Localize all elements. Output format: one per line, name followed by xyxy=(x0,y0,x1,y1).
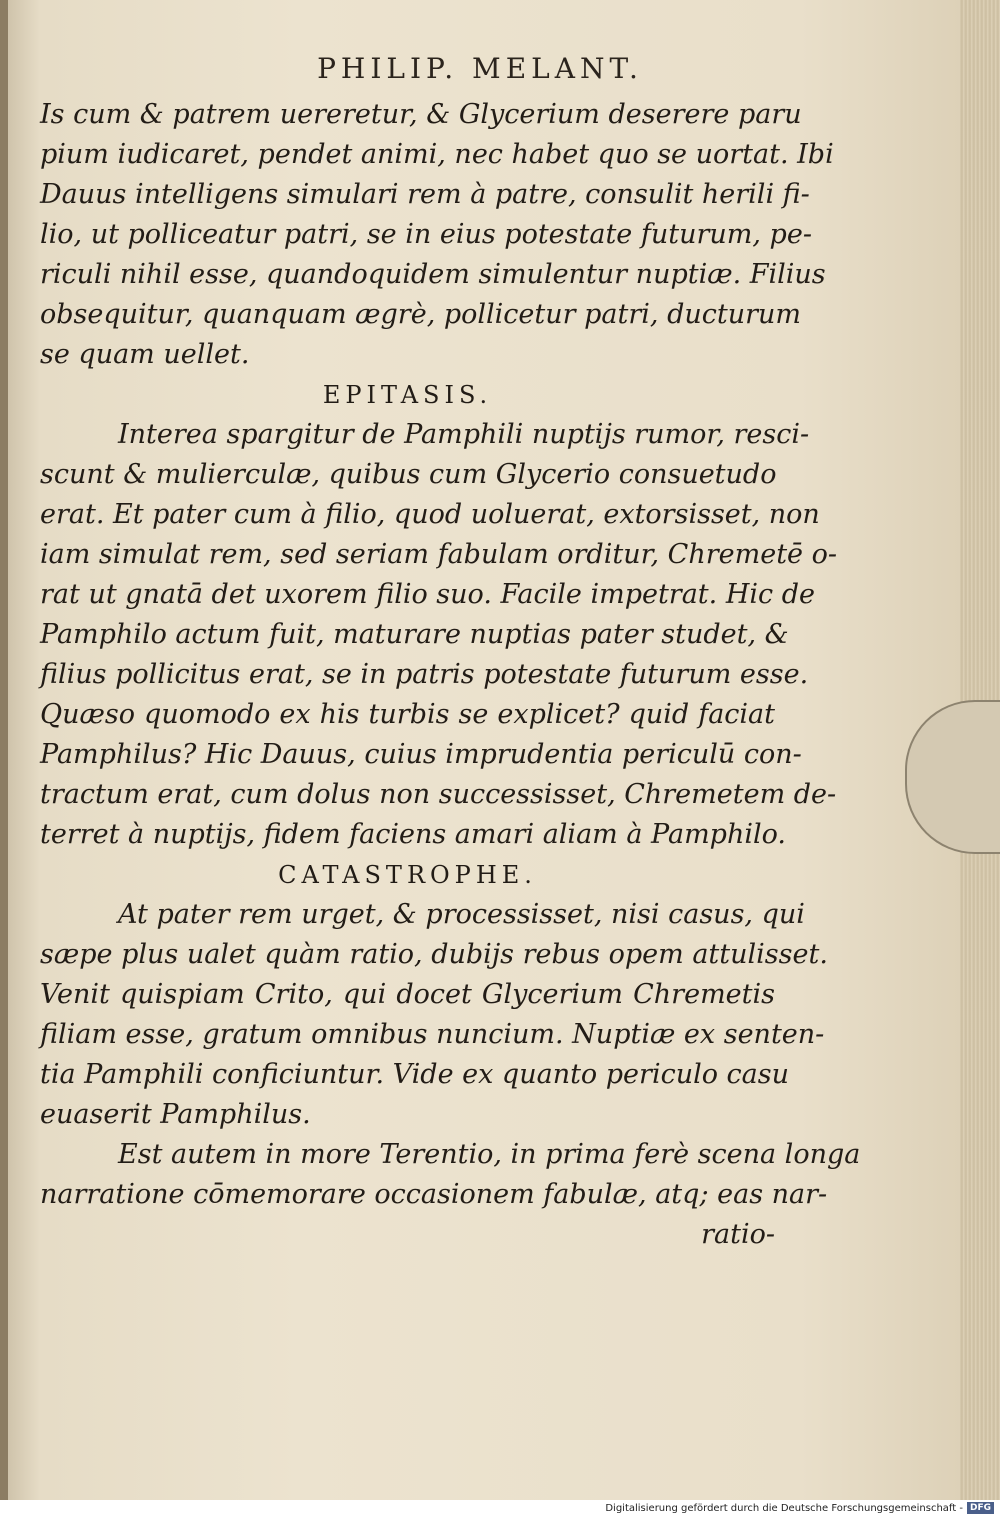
catchword: ratio- xyxy=(701,1219,775,1250)
section-heading: CATASTROPHE. xyxy=(278,861,537,889)
text-line: se quam uellet. xyxy=(40,339,250,370)
dfg-logo-icon: DFG xyxy=(967,1502,994,1514)
text-line: narratione cōmemorare occasionem fabulæ, atq; eas nar- xyxy=(40,1179,828,1210)
text-line: riculi nihil esse, quandoquidem simulentur nuptiæ. Filius xyxy=(40,259,826,290)
text-line: filius pollicitus erat, se in patris potestate futurum esse. xyxy=(40,659,809,690)
text-line: Interea spargitur de Pamphili nuptijs rumor, resci- xyxy=(118,419,810,450)
text-line: Pamphilo actum fuit, maturare nuptias pater studet, & xyxy=(40,619,789,650)
text-line: rat ut gnatā det uxorem filio suo. Facile impetrat. Hic de xyxy=(40,579,815,610)
text-line: filiam esse, gratum omnibus nuncium. Nuptiæ ex senten- xyxy=(40,1019,825,1050)
text-line: Quæso quomodo ex his turbis se explicet? quid faciat xyxy=(40,699,775,730)
text-line: sæpe plus ualet quàm ratio, dubijs rebus opem attulisset. xyxy=(40,939,828,970)
text-line: iam simulat rem, sed seriam fabulam orditur, Chremetē o- xyxy=(40,539,837,570)
text-line: At pater rem urget, & processisset, nisi casus, qui xyxy=(118,899,805,930)
text-line: Pamphilus? Hic Dauus, cuius imprudentia periculū con- xyxy=(40,739,802,770)
text-line: Venit quispiam Crito, qui docet Glycerium Chremetis xyxy=(40,979,775,1010)
text-line: pium iudicaret, pendet animi, nec habet quo se uortat. Ibi xyxy=(40,139,834,170)
gutter-shadow xyxy=(0,0,8,1500)
text-line: tia Pamphili conficiuntur. Vide ex quanto periculo casu xyxy=(40,1059,790,1090)
text-line: Dauus intelligens simulari rem à patre, consulit herili fi- xyxy=(40,179,810,210)
text-line: scunt & mulierculæ, quibus cum Glycerio consuetudo xyxy=(40,459,777,490)
running-header: PHILIP. MELANT. xyxy=(317,52,643,85)
text-line: Est autem in more Terentio, in prima ferè scena longa xyxy=(118,1139,861,1170)
text-line: lio, ut polliceatur patri, se in eius potestate futurum, pe- xyxy=(40,219,812,250)
body-text xyxy=(40,95,861,1255)
text-line: terret à nuptijs, fidem faciens amari aliam à Pamphilo. xyxy=(40,819,786,850)
text-line: erat. Et pater cum à filio, quod uoluerat, extorsisset, non xyxy=(40,499,820,530)
text-line: obsequitur, quanquam ægrè, pollicetur patri, ducturum xyxy=(40,299,801,330)
text-line: tractum erat, cum dolus non successisset, Chremetem de- xyxy=(40,779,837,810)
footer-credit: Digitalisierung gefördert durch die Deutsche Forschungsgemeinschaft - xyxy=(605,1503,963,1514)
section-heading: EPITASIS. xyxy=(322,381,493,409)
footer-bar xyxy=(0,1500,1000,1518)
text-line: Is cum & patrem uereretur, & Glycerium deserere paru xyxy=(40,99,802,130)
text-line: euaserit Pamphilus. xyxy=(40,1099,311,1130)
